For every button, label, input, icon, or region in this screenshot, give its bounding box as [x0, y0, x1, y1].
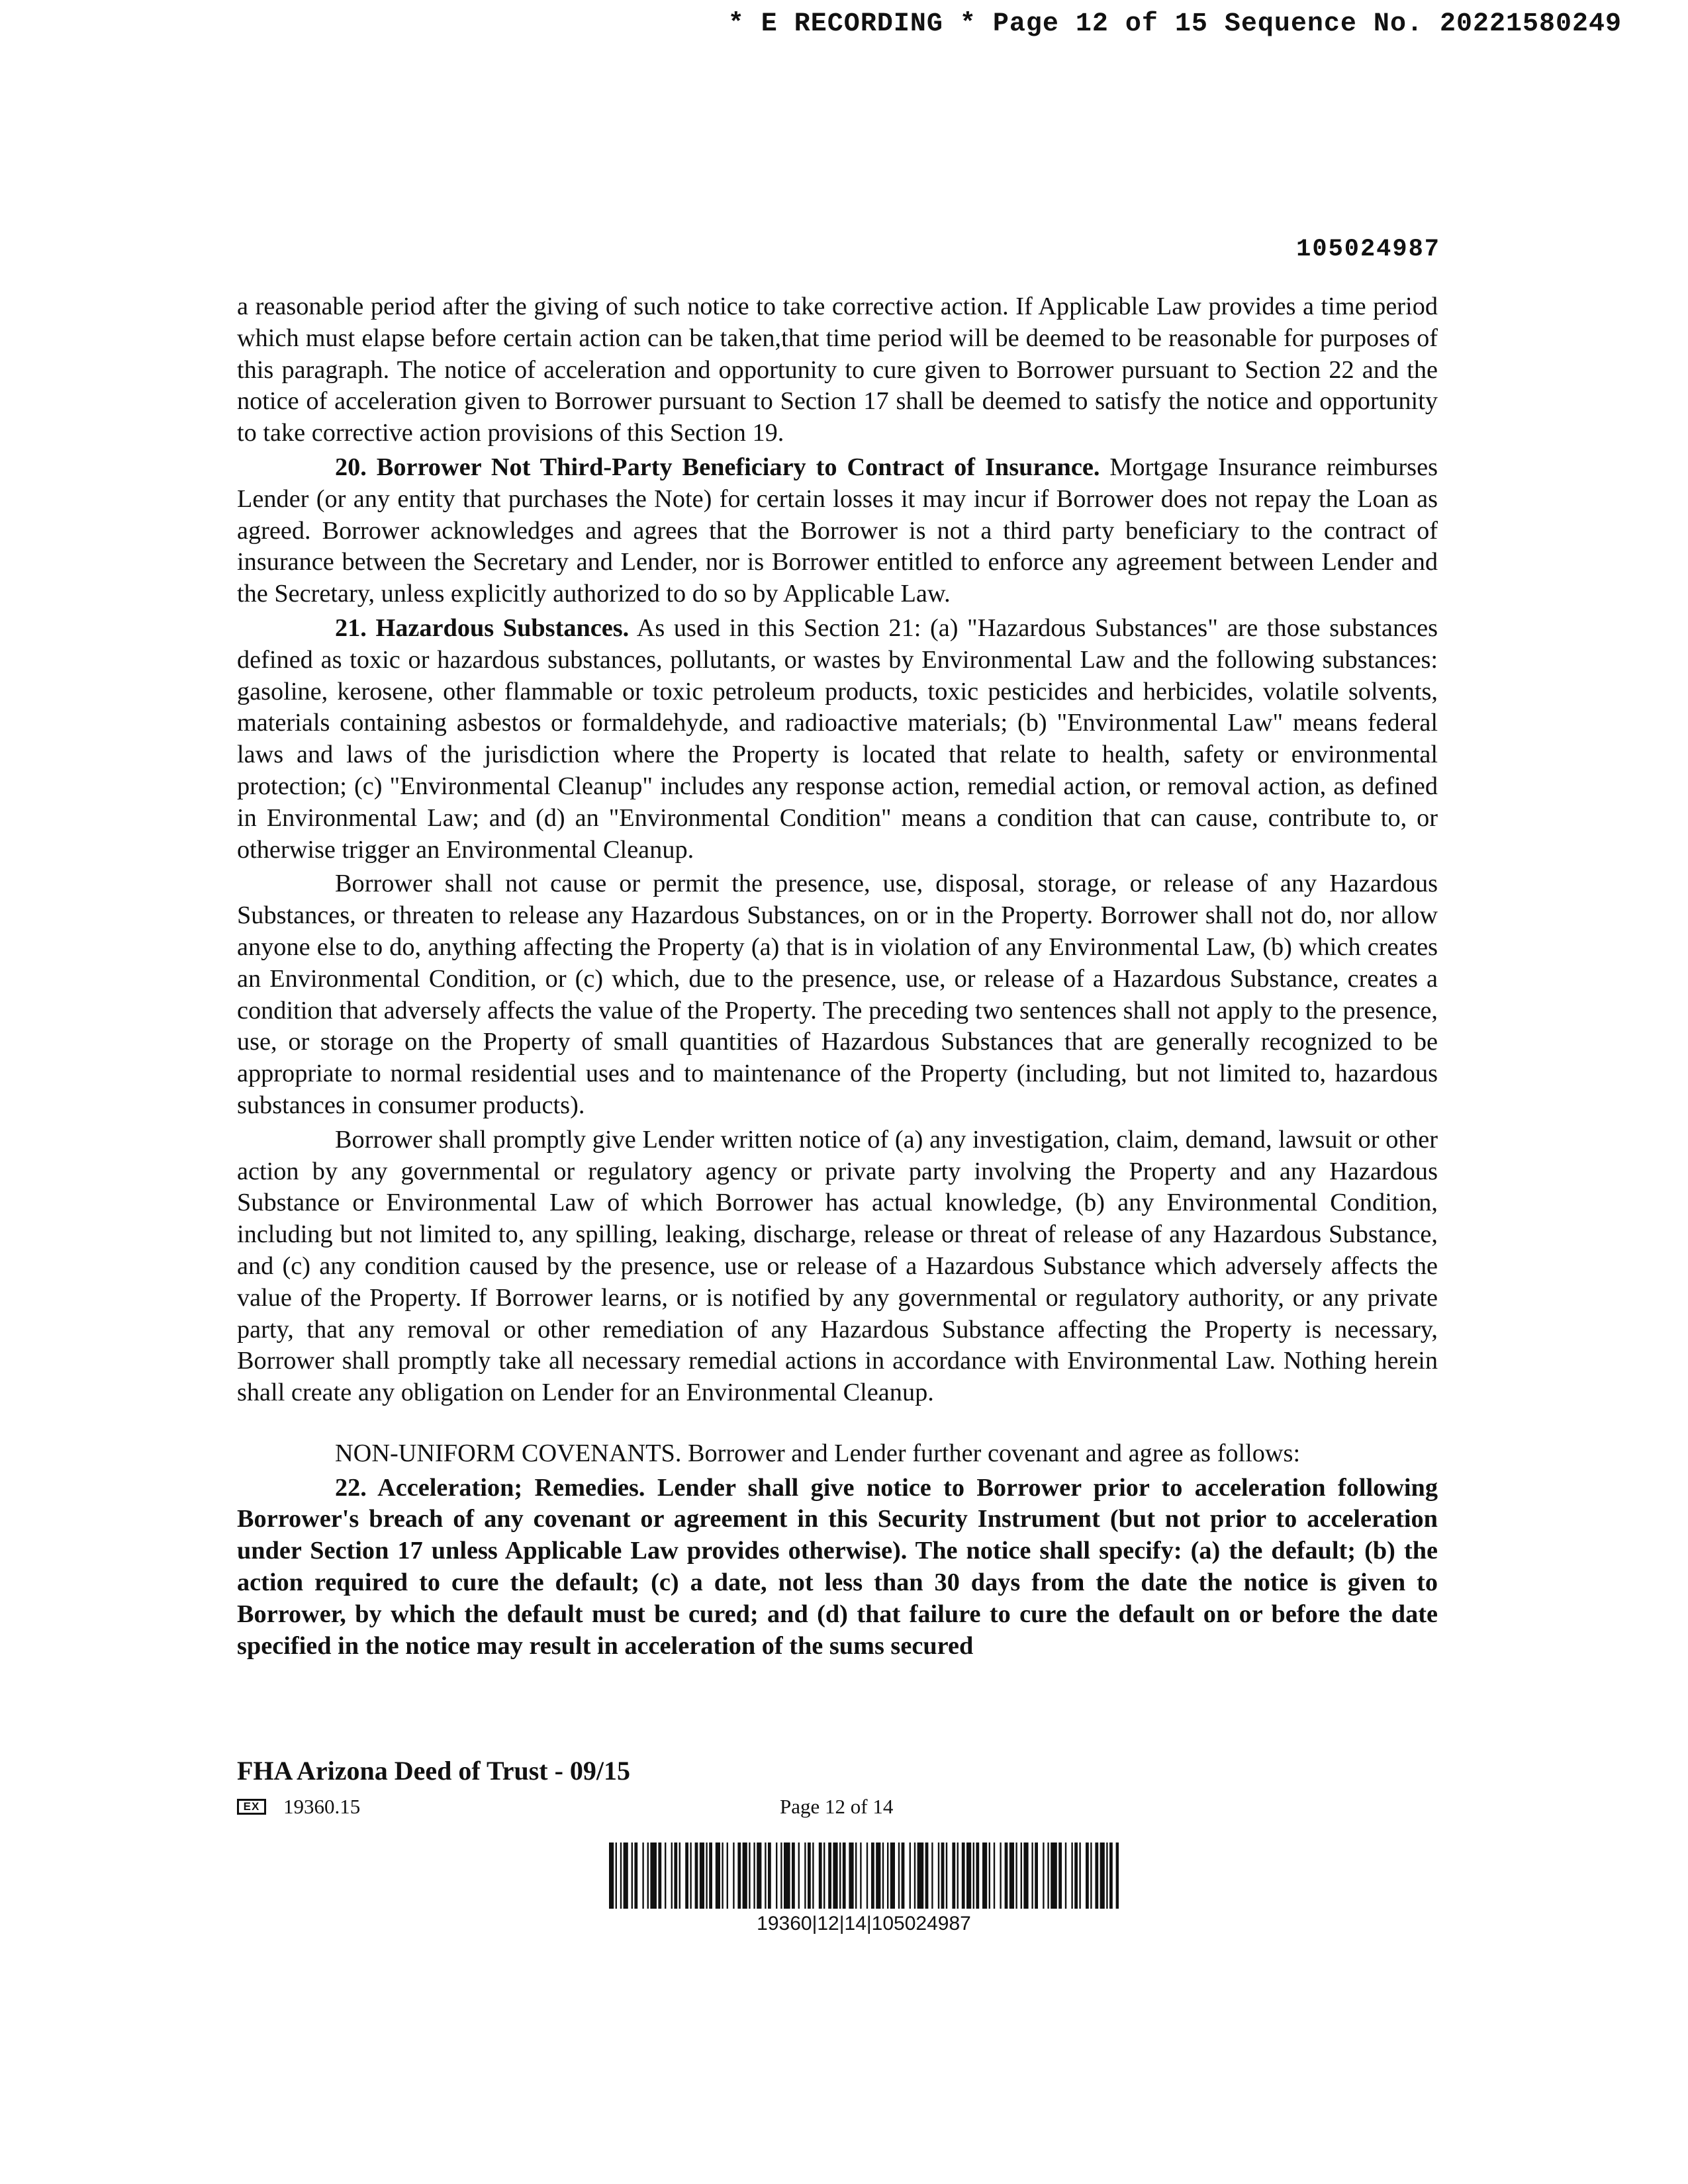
paragraph-section-19-continued: a reasonable period after the giving of such notice to take corrective action. If Applicable Law provides a time period which must elapse before certain action can be taken,that time period will be deemed to be reasonable for purposes of this paragraph. The notice of acceleration and opportunity to cure given to Borrower pursuant to Section 22 and the notice of acceleration given to Borrower pursuant to Section 17 shall be deemed to satisfy the notice and opportunity to take corrective action provisions of this Section 19.	[237, 293, 1438, 447]
barcode-bar	[765, 1843, 766, 1909]
barcode-bar	[709, 1843, 712, 1909]
barcode-bar	[1031, 1843, 1033, 1909]
barcode-bar	[1009, 1843, 1014, 1909]
barcode-bar	[828, 1843, 831, 1909]
barcode-bar	[882, 1843, 884, 1909]
barcode-bar	[647, 1843, 649, 1909]
paragraph-section-22: 22. Acceleration; Remedies. Lender shall give notice to Borrower prior to acceleration following Borrower's breach of any covenant or agreement in this Security Instrument (but not prior to acceleration under Section 17 unless Applicable Law provides otherwise). The notice shall specify: (a) the default; (b) the action required to cure the default; (c) a date, not less than 30 days from the date the notice is given to Borrower, by which the default must be cured; and (d) that failure to cure the default on or before the date specified in the notice may result in acceleration of the sums secured	[237, 1473, 1438, 1660]
barcode-bar	[1109, 1843, 1113, 1909]
barcode-bar	[925, 1843, 929, 1909]
barcode-bar	[860, 1843, 861, 1909]
barcode-bar	[733, 1843, 734, 1909]
barcode-bar	[1106, 1843, 1107, 1909]
section-21-heading: 21. Hazardous Substances.	[335, 614, 630, 642]
barcode-bar	[620, 1843, 622, 1909]
barcode-bar	[706, 1843, 707, 1909]
barcode-bar	[910, 1843, 911, 1909]
barcode-bar	[966, 1843, 971, 1909]
barcode-bar	[812, 1843, 814, 1909]
barcode-bar	[1086, 1843, 1089, 1909]
form-number: 19360.15	[283, 1795, 361, 1818]
barcode-bar	[695, 1843, 698, 1909]
barcode-bar	[716, 1843, 720, 1909]
barcode-bar	[1051, 1843, 1057, 1909]
barcode-bar	[632, 1843, 633, 1909]
barcode-bar	[650, 1843, 657, 1909]
barcode-bar	[1021, 1843, 1022, 1909]
barcode-bar	[634, 1843, 637, 1909]
barcode-bar	[890, 1843, 895, 1909]
paragraph-borrower-not-cause: Borrower shall not cause or permit the presence, use, disposal, storage, or release of any Hazardous Substances, or threaten to release any Hazardous Substances, on or in the Property. Borrower shall not do, nor allow anyone else to do, anything affecting the Property (a) that is in violation of any Environmental Law, (b) which creates an Environmental Condition, or (c) which, due to the presence, use, or release of a Hazardous Substance, creates a condition that adversely affects the value of the Property. The preceding two sentences shall not apply to the presence, use, or storage on the Property of small quantities of Hazardous Substances that are generally recognized to be appropriate to normal residential uses and to maintenance of the Property (including, but not limited to, hazardous substances in consumer products).	[237, 870, 1438, 1119]
barcode-bar	[819, 1843, 822, 1909]
barcode-bar	[808, 1843, 811, 1909]
barcode-bar	[749, 1843, 750, 1909]
form-title: FHA Arizona Deed of Trust - 09/15	[237, 1756, 631, 1786]
barcode-bar	[1000, 1843, 1001, 1909]
barcode	[609, 1843, 1119, 1909]
barcode-bar	[1090, 1843, 1092, 1909]
barcode-bar	[674, 1843, 677, 1909]
page-number: Page 12 of 14	[780, 1795, 894, 1818]
barcode-bar	[685, 1843, 688, 1909]
barcode-bar	[1035, 1843, 1038, 1909]
barcode-bar	[962, 1843, 965, 1909]
barcode-bar	[867, 1843, 868, 1909]
non-uniform-covenants: NON-UNIFORM COVENANTS. Borrower and Lender further covenant and agree as follows:	[335, 1439, 1301, 1467]
barcode-bar	[876, 1843, 880, 1909]
barcode-bar	[849, 1843, 853, 1909]
loan-number: 105024987	[1296, 236, 1440, 263]
form-identifier	[237, 1795, 360, 1819]
barcode-bar	[1100, 1843, 1105, 1909]
document-body	[237, 291, 1438, 1664]
ellie-mae-logo: EX	[237, 1799, 266, 1815]
barcode-bar	[792, 1843, 795, 1909]
barcode-bar	[938, 1843, 939, 1909]
barcode-bar	[1079, 1843, 1080, 1909]
barcode-bar	[982, 1843, 987, 1909]
barcode-bar	[871, 1843, 874, 1909]
barcode-bar	[1015, 1843, 1017, 1909]
barcode-bar	[839, 1843, 841, 1909]
barcode-bar	[976, 1843, 979, 1909]
barcode-bar	[823, 1843, 825, 1909]
barcode-bar	[946, 1843, 947, 1909]
barcode-bar	[768, 1843, 771, 1909]
barcode-bar	[776, 1843, 777, 1909]
barcode-bar	[994, 1843, 995, 1909]
barcode-bar	[737, 1843, 741, 1909]
barcode-bar	[887, 1843, 888, 1909]
barcode-bar	[833, 1843, 837, 1909]
barcode-bar	[1005, 1843, 1008, 1909]
barcode-bar	[671, 1843, 673, 1909]
barcode-bar	[902, 1843, 905, 1909]
barcode-bar	[722, 1843, 723, 1909]
barcode-bar	[658, 1843, 661, 1909]
barcode-bar	[784, 1843, 790, 1909]
barcode-bar	[898, 1843, 900, 1909]
barcode-bar	[931, 1843, 933, 1909]
barcode-bar	[753, 1843, 755, 1909]
barcode-bar	[957, 1843, 959, 1909]
barcode-bar	[616, 1843, 617, 1909]
barcode-bar	[1074, 1843, 1078, 1909]
barcode-bar	[843, 1843, 846, 1909]
barcode-bar	[727, 1843, 728, 1909]
barcode-bar	[642, 1843, 643, 1909]
barcode-bar	[941, 1843, 945, 1909]
barcode-bar	[855, 1843, 857, 1909]
barcode-bar	[1065, 1843, 1066, 1909]
section-20-heading: 20. Borrower Not Third-Party Beneficiary to Contract of Insurance.	[335, 453, 1100, 481]
barcode-bar	[690, 1843, 691, 1909]
barcode-bar	[917, 1843, 924, 1909]
barcode-bar	[624, 1843, 628, 1909]
section-20-text: Mortgage Insurance reimburses Lender (or any entity that purchases the Note) for certain losses it may incur if Borrower does not repay the Loan as agreed. Borrower acknowledges and agrees that the Borrower is not a third party beneficiary to the contract of insurance between the Secretary and Lender, nor is Borrower entitled to enforce any agreement between Lender and the Secretary, unless explicitly authorized to do so by Applicable Law.	[237, 453, 1438, 608]
barcode-bar	[804, 1843, 806, 1909]
paragraph-section-21	[237, 613, 1438, 866]
barcode-bar	[798, 1843, 800, 1909]
barcode-bar	[1116, 1843, 1119, 1909]
barcode-bar	[700, 1843, 704, 1909]
barcode-bar	[665, 1843, 666, 1909]
barcode-bar	[757, 1843, 761, 1909]
barcode-bar	[679, 1843, 680, 1909]
barcode-bar	[609, 1843, 614, 1909]
barcode-bar	[952, 1843, 955, 1909]
paragraph-section-20	[237, 452, 1438, 610]
barcode-caption: 19360|12|14|105024987	[757, 1913, 971, 1934]
barcode-bar	[1023, 1843, 1028, 1909]
barcode-bar	[1043, 1843, 1044, 1909]
barcode-bar	[989, 1843, 990, 1909]
barcode-bar	[1058, 1843, 1062, 1909]
barcode-bar	[973, 1843, 974, 1909]
section-21-text: As used in this Section 21: (a) "Hazardous Substances" are those substances defined as toxic or hazardous substances, pollutants, or wastes by Environmental Law and the following substances: gasoline, kerosene, other flammable or toxic petroleum products, toxic pesticides and herbicides, volatile solvents, materials containing asbestos or formaldehyde, and radioactive materials; (b) "Environmental Law" means federal laws and laws of the jurisdiction where the Property is located that relate to health, safety or environmental protection; (c) "Environmental Cleanup" includes any response action, remedial action, or removal action, as defined in Environmental Law; and (d) an "Environmental Condition" means a condition that can cause, contribute to, or otherwise trigger an Environmental Cleanup.	[237, 614, 1438, 864]
paragraph-borrower-notice: Borrower shall promptly give Lender written notice of (a) any investigation, claim, demand, lawsuit or other action by any governmental or regulatory agency or private party involving the Property and any Hazardous Substance or Environmental Law of which Borrower has actual knowledge, (b) any Environmental Condition, including but not limited to, any spilling, leaking, discharge, release or threat of release of any Hazardous Substance, and (c) any condition caused by the presence, use or release of a Hazardous Substance which adversely affects the value of the Property. If Borrower learns, or is notified by any governmental or regulatory authority, or any private party, that any removal or other remediation of any Hazardous Substance affecting the Property is necessary, Borrower shall promptly take all necessary remedial actions in accordance with Environmental Law. Nothing herein shall create any obligation on Lender for an Environmental Cleanup.	[237, 1125, 1438, 1407]
barcode-bar	[1095, 1843, 1098, 1909]
barcode-bar	[914, 1843, 915, 1909]
barcode-bar	[1071, 1843, 1072, 1909]
recording-header: * E RECORDING * Page 12 of 15 Sequence No. 20221580249	[727, 9, 1622, 39]
barcode-bar	[743, 1843, 747, 1909]
barcode-bar	[1047, 1843, 1049, 1909]
barcode-bar	[780, 1843, 782, 1909]
